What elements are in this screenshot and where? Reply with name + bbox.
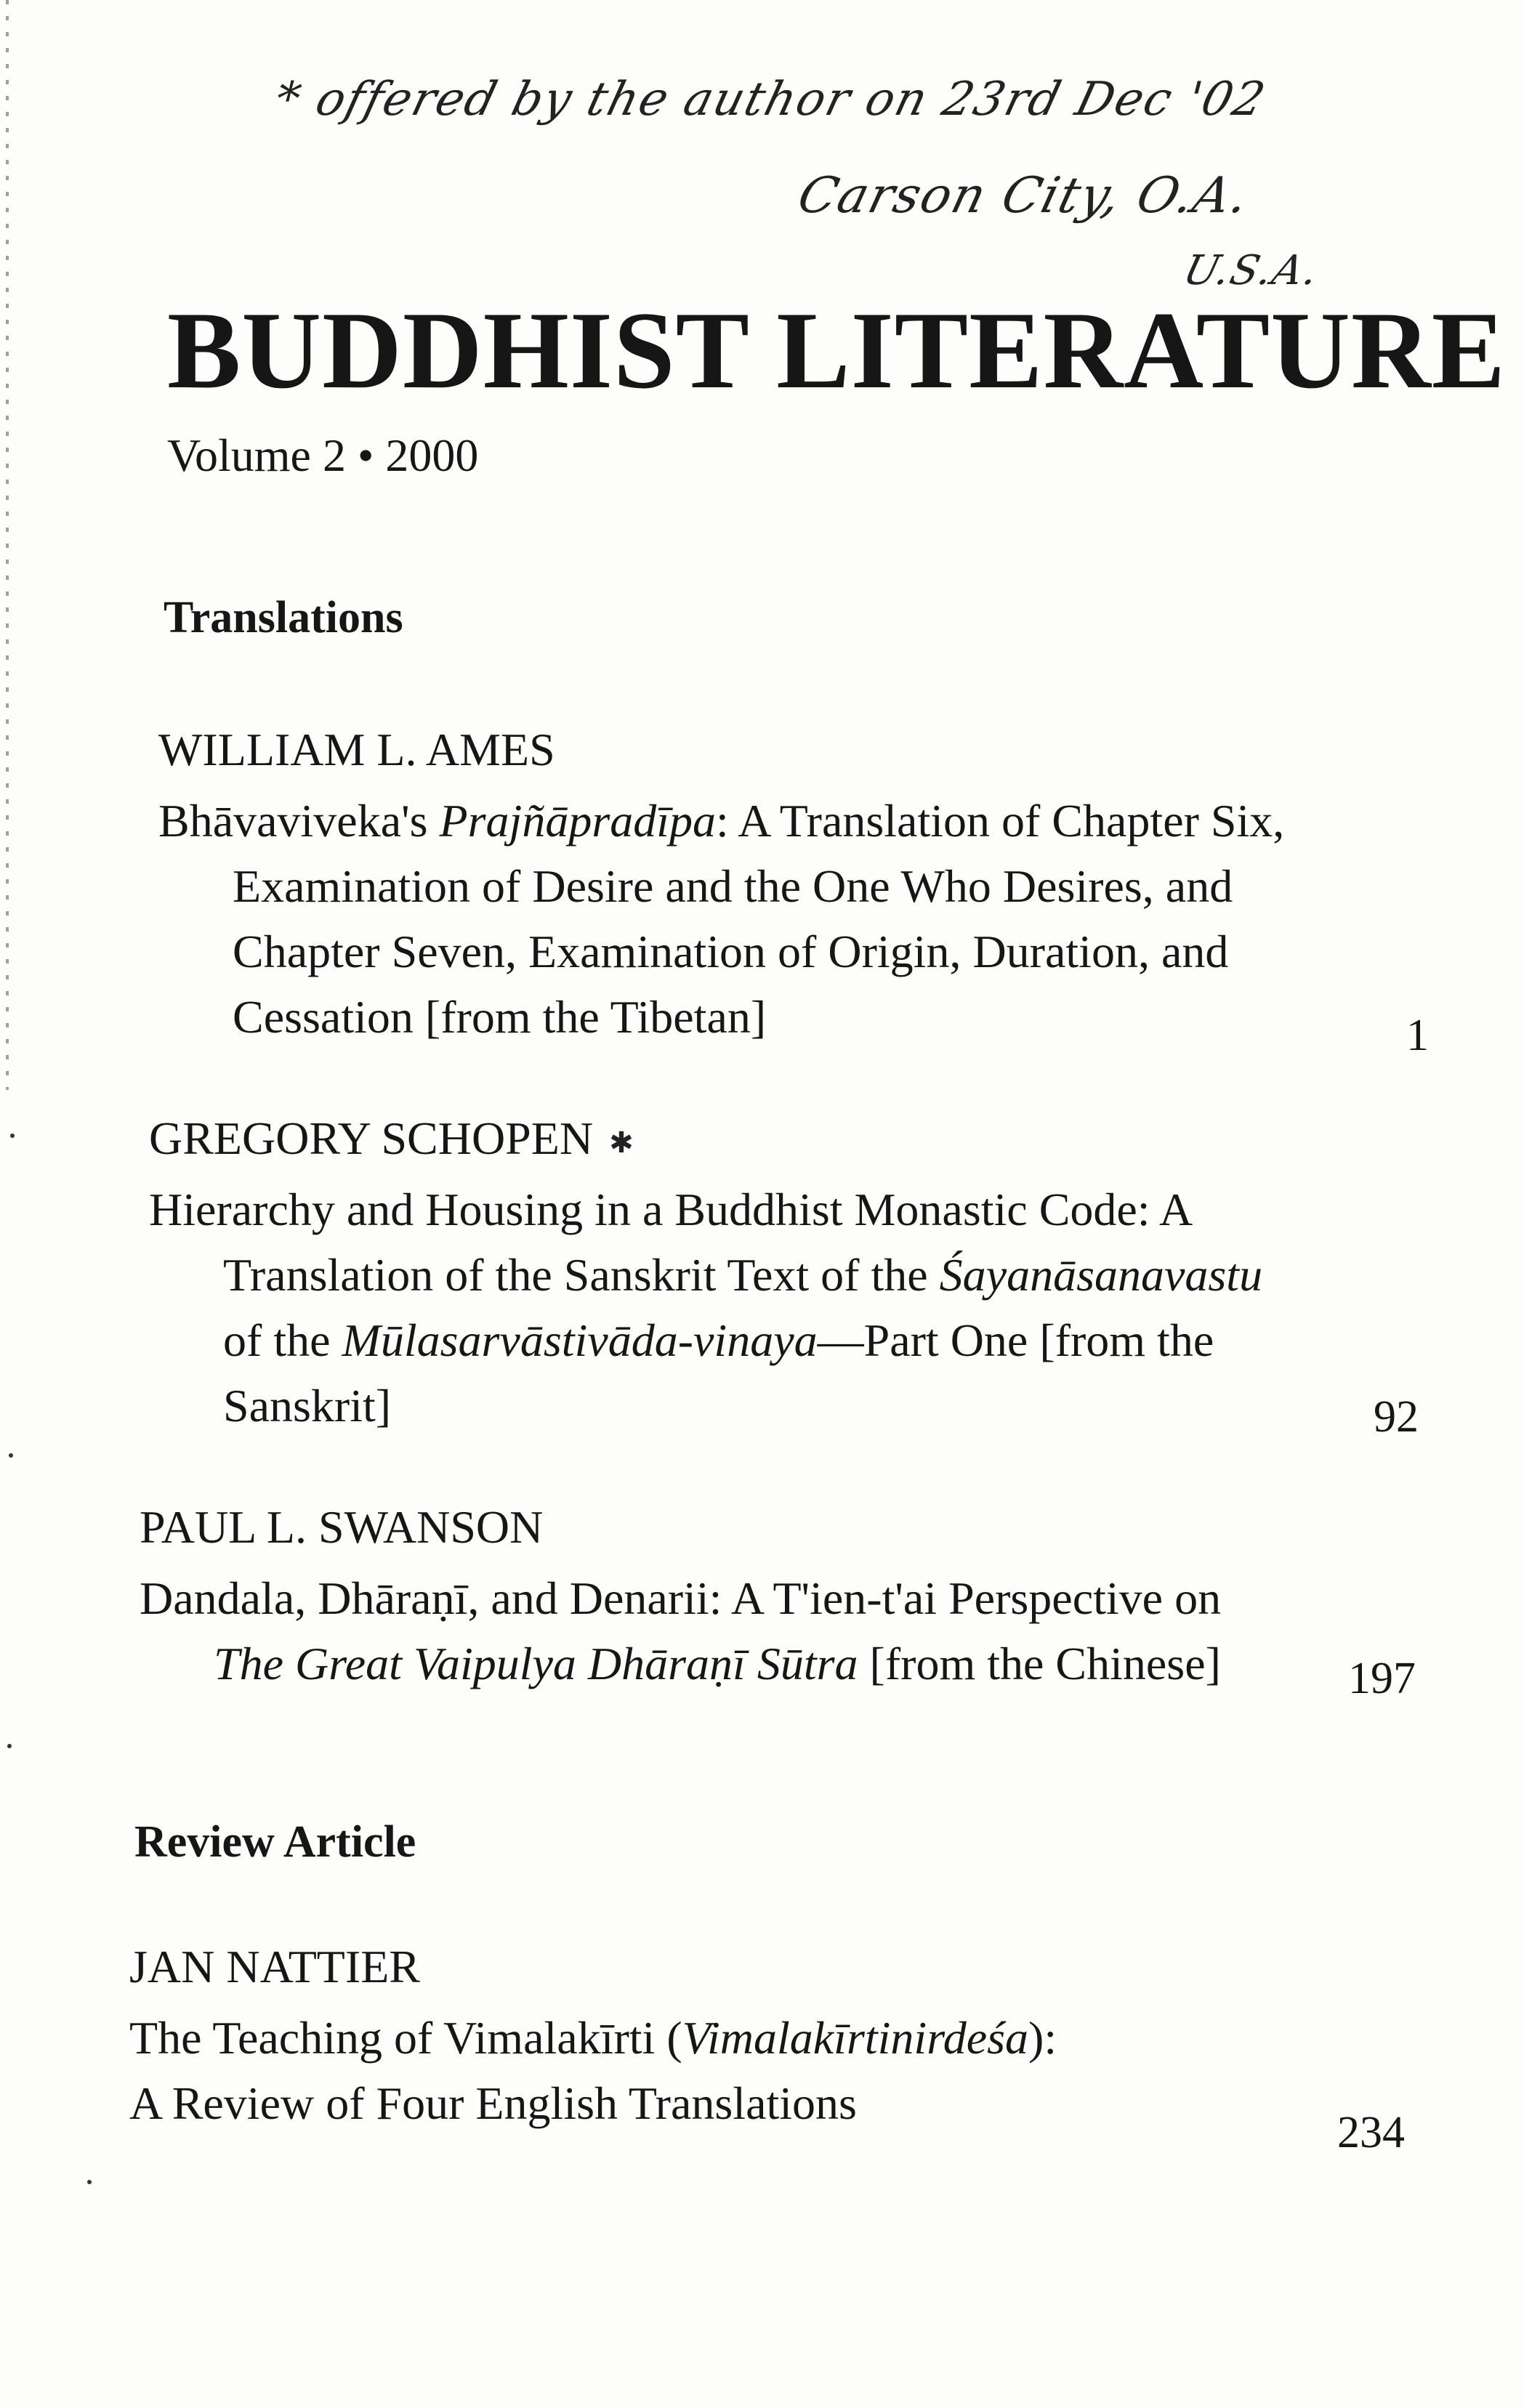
- section-heading-translations: Translations: [164, 593, 403, 642]
- section-heading-review-article: Review Article: [134, 1817, 416, 1867]
- entry-page-number: 92: [1374, 1392, 1419, 1442]
- entry-title: [158, 788, 1284, 1050]
- entry-title-line: Examination of Desire and the One Who Desires, and: [233, 860, 1233, 912]
- entry-author-name: GREGORY SCHOPEN: [149, 1112, 594, 1164]
- handwritten-line-3: U.S.A.: [1178, 247, 1325, 294]
- scan-speck: [10, 1134, 15, 1138]
- entry-title-line: Bhāvaviveka's Prajñāpradīpa: A Translation of Chapter Six,: [158, 795, 1285, 847]
- scan-edge-marks: [6, 0, 9, 1090]
- entry-title: [129, 2005, 1057, 2136]
- entry-title-italic: The Great Vaipulya Dhāraṇī Sūtra: [214, 1638, 858, 1689]
- handwritten-note: [269, 51, 1512, 312]
- entry-author: WILLIAM L. AMES: [158, 724, 555, 775]
- entry-title-line: The Great Vaipulya Dhāraṇī Sūtra [from the Chinese]: [214, 1638, 1221, 1689]
- journal-volume: Volume 2 • 2000: [167, 429, 479, 481]
- entry-title-line: Hierarchy and Housing in a Buddhist Monastic Code: A: [149, 1184, 1193, 1235]
- handwritten-line-1: * offered by the author on 23rd Dec '02: [269, 73, 1272, 126]
- entry-title-line: Translation of the Sanskrit Text of the Śayanāsanavastu: [223, 1249, 1263, 1301]
- entry-page-number: 234: [1337, 2108, 1405, 2157]
- entry-author: PAUL L. SWANSON: [140, 1501, 544, 1553]
- entry-title: [149, 1177, 1262, 1439]
- entry-title-line: of the Mūlasarvāstivāda-vinaya—Part One [from the: [223, 1314, 1214, 1366]
- entry-title-line: Dandala, Dhāraṇī, and Denarii: A T'ien-t'ai Perspective on: [140, 1572, 1222, 1624]
- scan-speck: [7, 1744, 12, 1748]
- entry-title-italic: Vimalakīrtinirdeśa: [682, 2012, 1029, 2064]
- asterisk-mark-icon: ✱: [609, 1126, 634, 1160]
- toc-entry: [140, 1500, 1221, 1697]
- entry-page-number: 197: [1348, 1654, 1416, 1703]
- entry-title-italic: Śayanāsanavastu: [939, 1249, 1263, 1301]
- entry-title-line: Cessation [from the Tibetan]: [233, 991, 767, 1043]
- entry-title-italic: Mūlasarvāstivāda-vinaya: [342, 1314, 818, 1366]
- entry-author: [149, 1112, 1262, 1165]
- toc-entry: [158, 723, 1284, 1050]
- entry-title: [140, 1566, 1221, 1697]
- entry-title-line: Chapter Seven, Examination of Origin, Duration, and: [233, 926, 1229, 977]
- scan-speck: [87, 2180, 92, 2184]
- toc-entry: [129, 1940, 1057, 2136]
- entry-title-line: The Teaching of Vimalakīrti (Vimalakīrtinirdeśa):: [129, 2012, 1057, 2064]
- scan-speck: [9, 1453, 13, 1458]
- entry-title-italic: Prajñāpradīpa: [439, 795, 716, 847]
- toc-entry: [149, 1112, 1262, 1439]
- journal-title: BUDDHIST LITERATURE: [167, 289, 1507, 411]
- entry-title-line: A Review of Four English Translations: [129, 2077, 857, 2129]
- entry-author: JAN NATTIER: [129, 1941, 420, 1992]
- entry-page-number: 1: [1406, 1011, 1429, 1060]
- handwritten-line-2: Carson City, O.A.: [792, 167, 1257, 225]
- entry-title-line: Sanskrit]: [223, 1380, 392, 1431]
